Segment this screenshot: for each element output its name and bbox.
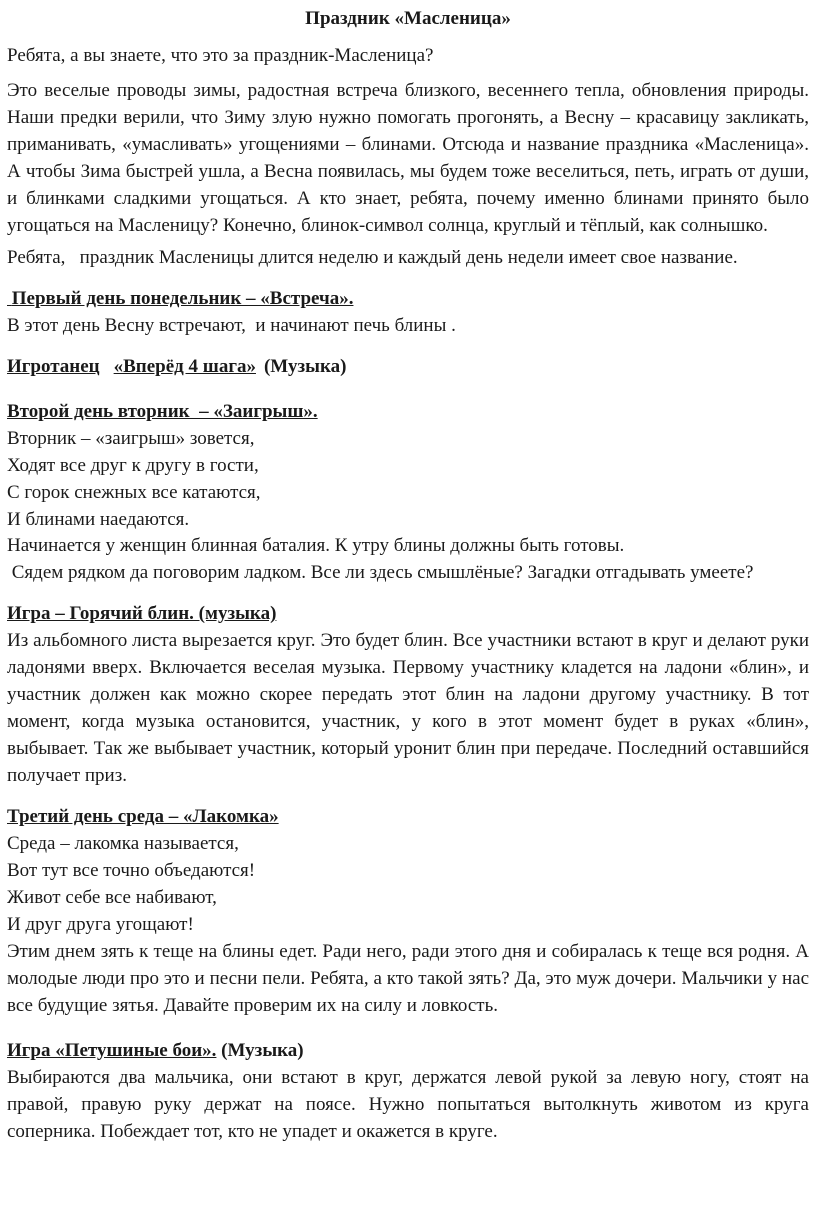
intro-description: Это веселые проводы зимы, радостная встреча близкого, весеннего тепла, обновления природы. Наши предки верили, что Зиму злую нужно помогать прогонять, а Весну – красавицу закликать, приманивать, «умасливать» угощениями – блинами. Отсюда и название праздника «Масленица». А чтобы Зима быстрей ушла, а Весна появилась, мы будем тоже веселиться, петь, играть от души, и блинками сладкими угощаться. А кто знает, ребята, почему именно блинами принято было угощаться на Масленицу? Конечно, блинок-символ солнца, круглый и тёплый, как солнышко. xyxy=(7,79,809,236)
day2-text-riddles: Сядем рядком да поговорим ладком. Все ли здесь смышлёные? Загадки отгадывать умеете? xyxy=(7,562,754,584)
game2-heading xyxy=(7,1038,809,1065)
day2-poem-line: Вторник – «заигрыш» зовется, xyxy=(7,427,255,449)
day2-text-batalia: Начинается у женщин блинная баталия. К утру блины должны быть готовы. xyxy=(7,535,625,557)
day3-text: Этим днем зять к теще на блины едет. Ради него, ради этого дня и собиралась к теще вся родня. А молодые люди про это и песни пели. Ребята, а кто такой зять? Да, это муж дочери. Мальчики у нас все будущие зятья. Давайте проверим их на силу и ловкость. xyxy=(7,941,809,1016)
game2-music-note: (Музыка) xyxy=(221,1039,304,1061)
day3-poem-line: Вот тут все точно объедаются! xyxy=(7,860,256,882)
day2-poem-line: Ходят все друг к другу в гости, xyxy=(7,454,259,476)
day1-heading xyxy=(7,286,809,313)
day2-heading xyxy=(7,399,809,426)
day2-poem-line: И блинами наедаются. xyxy=(7,508,190,530)
week-note: Ребята, праздник Масленицы длится неделю и каждый день недели имеет свое название. xyxy=(7,246,738,268)
day1-text: В этот день Весну встречают, и начинают печь блины . xyxy=(7,314,456,336)
document-title: Праздник «Масленица» xyxy=(305,8,511,29)
day3-poem-line: И друг друга угощают! xyxy=(7,914,194,936)
igrodance-music-note: (Музыка) xyxy=(263,355,347,377)
day3-heading-text: Третий день среда – «Лакомка» xyxy=(7,806,279,828)
game2-heading-text: Игра «Петушиные бои». xyxy=(7,1039,217,1061)
game1-rules: Из альбомного листа вырезается круг. Это будет блин. Все участники встают в круг и делают руки ладонями вверх. Включается веселая музыка. Первому участнику кладется на ладони «блин», и участник должен как можно скорее передать этот блин на ладони другому участнику. В тот момент, когда музыка остановится, участник, у кого в этот момент будет в руках «блин», выбывает. Так же выбывает участник, который уронит блин при передаче. Последний оставшийся получает приз. xyxy=(7,630,809,787)
day3-heading xyxy=(7,804,809,831)
day3-poem-line: Среда – лакомка называется, xyxy=(7,833,239,855)
game1-heading xyxy=(7,601,809,628)
game2-rules: Выбираются два мальчика, они встают в круг, держатся левой рукой за левую ногу, стоят на правой, правую руку держат на поясе. Нужно попытаться вытолкнуть животом из круга соперника. Побеждает тот, кто не упадет и окажется в круге. xyxy=(7,1066,809,1142)
igrodance-title: «Вперёд 4 шага» xyxy=(113,355,256,377)
day2-heading-text: Второй день вторник – «Заигрыш». xyxy=(7,400,318,422)
day1-heading-text: Первый день понедельник – «Встреча». xyxy=(7,287,354,309)
igrodance-line xyxy=(7,354,809,381)
intro-question: Ребята, а вы знаете, что это за праздник-Масленица? xyxy=(7,44,434,66)
igrodance-label: Игротанец xyxy=(7,355,100,377)
day3-poem-line: Живот себе все набивают, xyxy=(7,887,217,909)
day2-poem-line: С горок снежных все катаются, xyxy=(7,481,261,503)
game1-heading-text: Игра – Горячий блин. (музыка) xyxy=(7,603,277,625)
